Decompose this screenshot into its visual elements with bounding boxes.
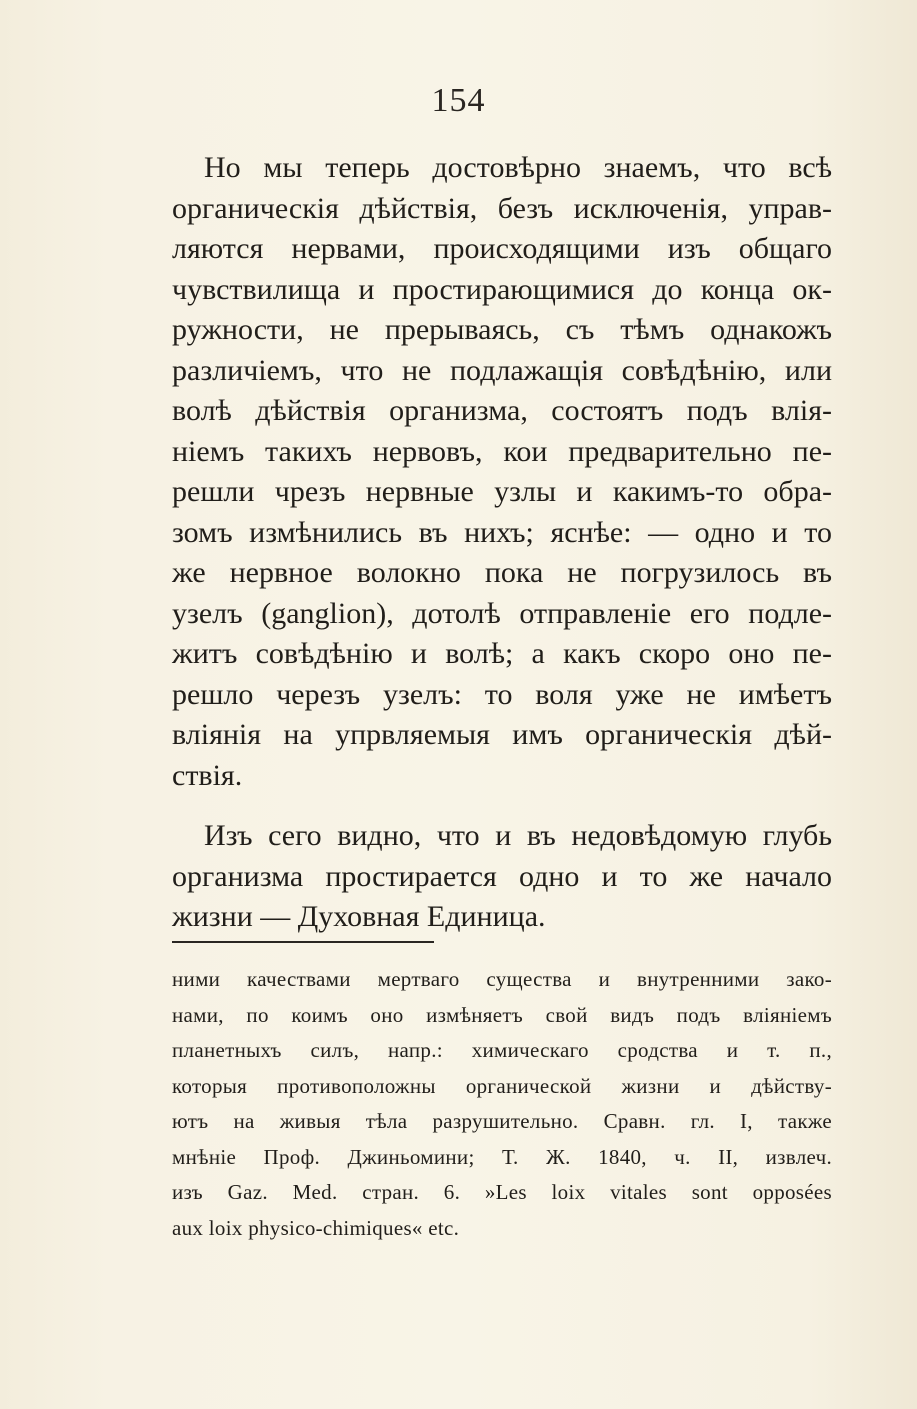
text-line: решло черезъ узелъ: то воля уже не имѣетъ xyxy=(172,677,832,711)
main-paragraph-1 xyxy=(172,148,832,796)
text-line: различіемъ, что не подлажащія совѣдѣнію, или xyxy=(172,353,832,387)
footnote-divider xyxy=(172,941,434,943)
text-line: житъ совѣдѣнію и волѣ; а какъ скоро оно пе- xyxy=(172,637,832,670)
text-line: ружности, не прерываясь, съ тѣмъ однакожъ xyxy=(172,313,832,346)
footnote-line: планетныхъ силъ, напр.: химическаго сродства и т. п., xyxy=(172,1038,832,1062)
text-line: вліянія на упрвляемыя имъ органическія дѣй- xyxy=(172,718,832,751)
text-line: волѣ дѣйствія организма, состоятъ подъ влія- xyxy=(172,394,832,427)
text-line: органическія дѣйствія, безъ исключенія, управ- xyxy=(172,191,832,225)
footnote-line: ними качествами мертваго существа и внутренними зако- xyxy=(172,967,832,991)
text-line: зомъ измѣнились въ нихъ; яснѣе: — одно и то xyxy=(172,515,832,549)
footnote-line: изъ Gaz. Med. стран. 6. »Les loix vitales sont opposées xyxy=(172,1180,832,1204)
text-line: ніемъ такихъ нервовъ, кои предварительно пе- xyxy=(172,434,832,468)
text-line: ствія. xyxy=(172,758,243,792)
footnote-line: которыя противоположны органической жизни и дѣйству- xyxy=(172,1073,832,1098)
text-line: чувствилища и простирающимися до конца ок- xyxy=(172,272,832,306)
footnote-line: мнѣніе Проф. Джиньомини; Т. Ж. 1840, ч. II, извлеч. xyxy=(172,1144,832,1169)
footnote-line: нами, по коимъ оно измѣняетъ свой видъ подъ вліяніемъ xyxy=(172,1002,832,1027)
text-line: же нервное волокно пока не погрузилось въ xyxy=(172,556,832,589)
text-line: жизни — Духовная Единица. xyxy=(172,900,546,933)
text-line: узелъ (ganglion), дотолѣ отправленіе его подле- xyxy=(172,596,832,630)
main-paragraph-2 xyxy=(172,816,832,938)
footnote-line: ютъ на живыя тѣла разрушительно. Сравн. гл. I, также xyxy=(172,1109,832,1133)
text-line: Изъ сего видно, что и въ недовѣдомую глубь xyxy=(204,819,832,852)
footnote xyxy=(172,962,832,1246)
text-line: организма простирается одно и то же начало xyxy=(172,859,832,893)
text-line: решли чрезъ нервные узлы и какимъ-то обра- xyxy=(172,475,832,508)
text-line: ляются нервами, происходящими изъ общаго xyxy=(172,232,832,265)
footnote-line: aux loix physico-chimiques« etc. xyxy=(172,1215,460,1240)
text-line: Но мы теперь достовѣрно знаемъ, что всѣ xyxy=(204,151,832,184)
page-number: 154 xyxy=(431,82,486,119)
